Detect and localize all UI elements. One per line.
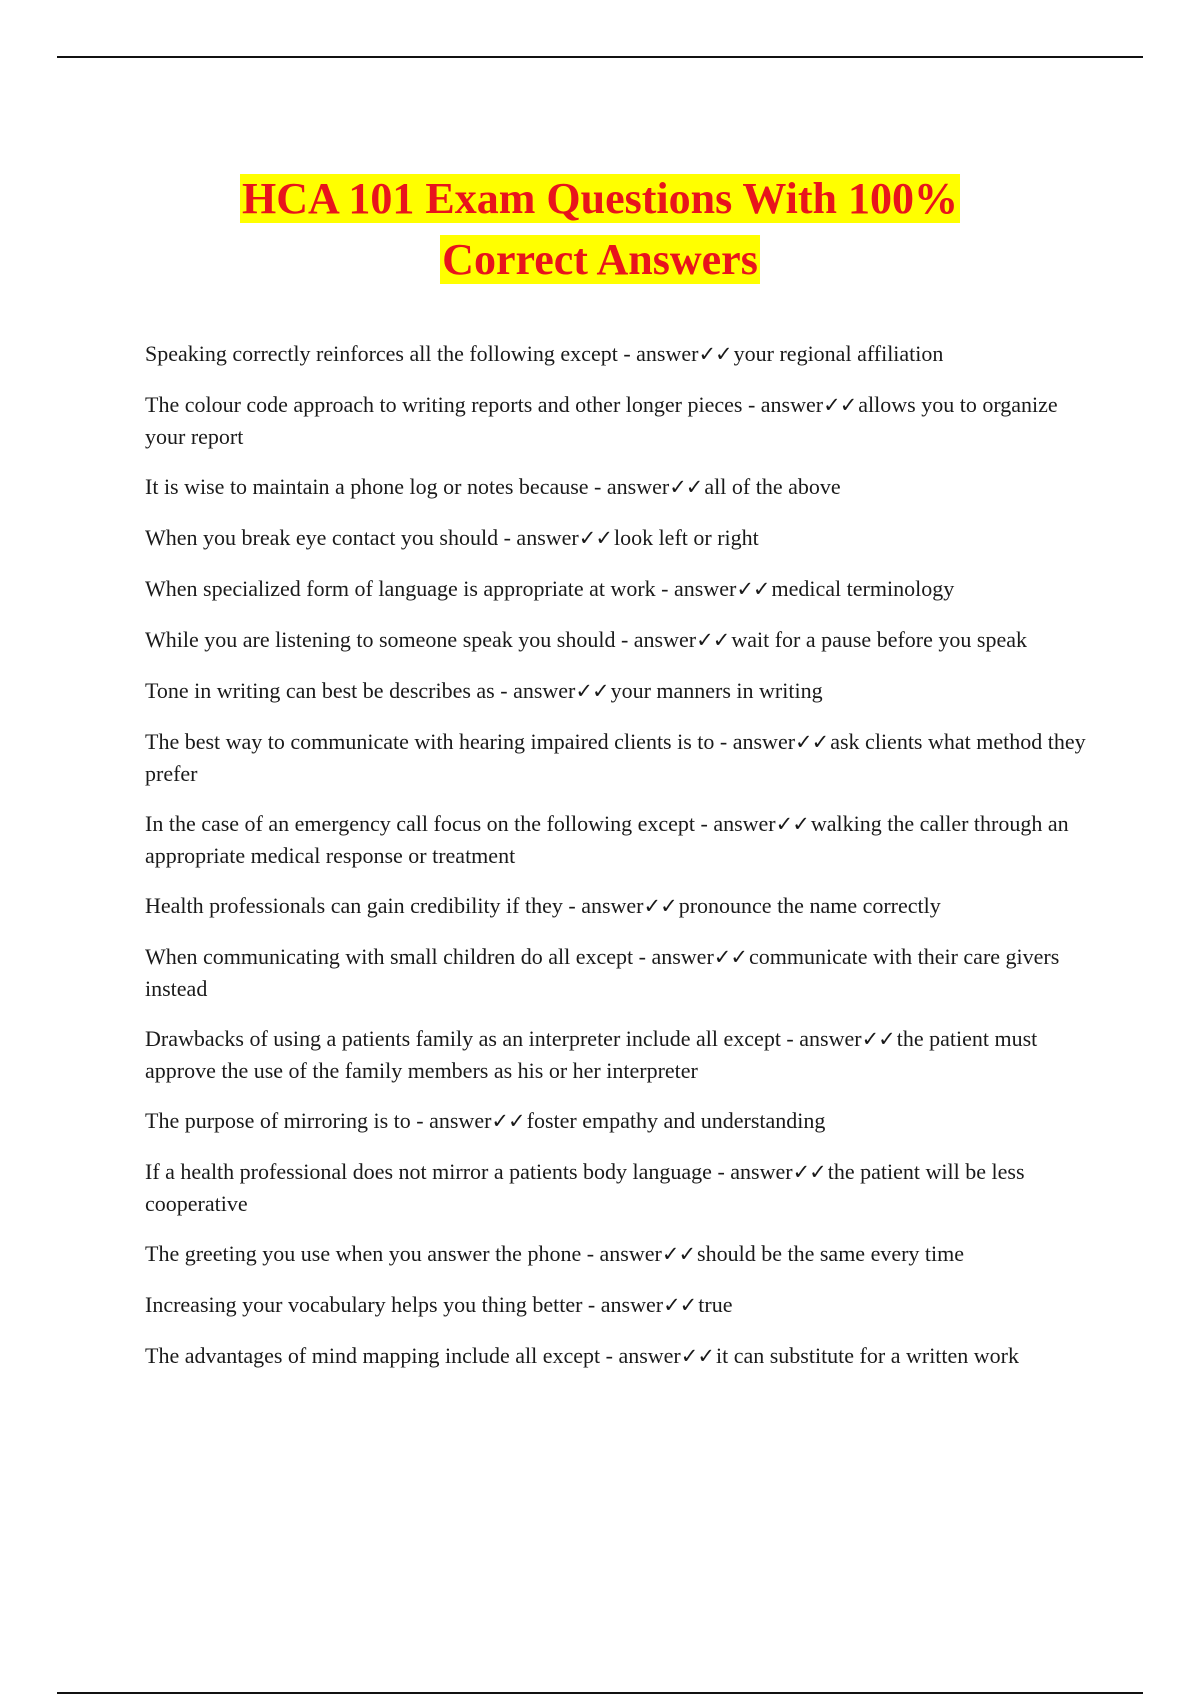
answer-text: the patient must approve the use of the family members as his or her interpreter xyxy=(145,1026,1038,1083)
question-text: When communicating with small children do all except - answer xyxy=(145,944,714,969)
double-check-icon: ✓✓ xyxy=(775,812,809,836)
question-text: If a health professional does not mirror a patients body language - answer xyxy=(145,1159,793,1184)
double-check-icon: ✓✓ xyxy=(669,475,703,499)
question-text: The colour code approach to writing reports and other longer pieces - answer xyxy=(145,392,824,417)
qa-item xyxy=(145,522,1095,554)
question-text: The purpose of mirroring is to - answer xyxy=(145,1108,492,1133)
qa-item xyxy=(145,808,1095,871)
question-text: The greeting you use when you answer the phone - answer xyxy=(145,1241,662,1266)
double-check-icon: ✓✓ xyxy=(792,1160,826,1184)
qa-item xyxy=(145,624,1095,656)
double-check-icon: ✓✓ xyxy=(680,1344,714,1368)
question-text: Increasing your vocabulary helps you thing better - answer xyxy=(145,1292,664,1317)
answer-text: look left or right xyxy=(613,525,759,550)
answer-text: wait for a pause before you speak xyxy=(731,627,1027,652)
qa-item xyxy=(145,1238,1095,1270)
qa-item xyxy=(145,890,1095,922)
question-text: The advantages of mind mapping include all except - answer xyxy=(145,1343,681,1368)
title-line-1: HCA 101 Exam Questions With 100% xyxy=(242,174,958,223)
question-text: While you are listening to someone speak you should - answer xyxy=(145,627,697,652)
qa-item xyxy=(145,338,1095,370)
answer-text: should be the same every time xyxy=(697,1241,965,1266)
qa-item xyxy=(145,573,1095,605)
question-text: The best way to communicate with hearing impaired clients is to - answer xyxy=(145,729,796,754)
answer-text: foster empathy and understanding xyxy=(526,1108,826,1133)
double-check-icon: ✓✓ xyxy=(491,1109,525,1133)
answer-text: ask clients what method they prefer xyxy=(145,729,1086,786)
answer-text: all of the above xyxy=(704,474,841,499)
qa-item xyxy=(145,1023,1095,1086)
qa-item xyxy=(145,389,1095,452)
double-check-icon: ✓✓ xyxy=(795,730,829,754)
answer-text: your manners in writing xyxy=(610,678,823,703)
answer-text: the patient will be less cooperative xyxy=(145,1159,1025,1216)
answer-text: medical terminology xyxy=(771,576,955,601)
question-answer-list xyxy=(145,338,1095,1391)
qa-item xyxy=(145,1289,1095,1321)
title-line-2: Correct Answers xyxy=(442,235,758,284)
answer-text: it can substitute for a written work xyxy=(715,1343,1020,1368)
answer-text: communicate with their care givers instead xyxy=(145,944,1060,1001)
qa-item xyxy=(145,1156,1095,1219)
double-check-icon: ✓✓ xyxy=(575,679,609,703)
qa-item xyxy=(145,1105,1095,1137)
double-check-icon: ✓✓ xyxy=(713,945,747,969)
double-check-icon: ✓✓ xyxy=(861,1027,895,1051)
question-text: Tone in writing can best be describes as - answer xyxy=(145,678,576,703)
qa-item xyxy=(145,941,1095,1004)
question-text: Speaking correctly reinforces all the following except - answer xyxy=(145,341,699,366)
answer-text: your regional affiliation xyxy=(733,341,944,366)
double-check-icon: ✓✓ xyxy=(661,1242,696,1266)
question-text: When specialized form of language is appropriate at work - answer xyxy=(145,576,737,601)
qa-item xyxy=(145,726,1095,789)
answer-text: pronounce the name correctly xyxy=(678,893,941,918)
answer-text: allows you to organize your report xyxy=(145,392,1058,449)
question-text: When you break eye contact you should - answer xyxy=(145,525,579,550)
double-check-icon: ✓✓ xyxy=(643,894,677,918)
double-check-icon: ✓✓ xyxy=(823,393,857,417)
double-check-icon: ✓✓ xyxy=(663,1293,697,1317)
double-check-icon: ✓✓ xyxy=(736,577,770,601)
double-check-icon: ✓✓ xyxy=(696,628,730,652)
qa-item xyxy=(145,471,1095,503)
answer-text: walking the caller through an appropriate medical response or treatment xyxy=(145,811,1069,868)
qa-item xyxy=(145,675,1095,707)
question-text: Drawbacks of using a patients family as an interpreter include all except - answer xyxy=(145,1026,862,1051)
double-check-icon: ✓✓ xyxy=(698,342,732,366)
top-rule xyxy=(57,56,1143,58)
double-check-icon: ✓✓ xyxy=(578,526,612,550)
question-text: In the case of an emergency call focus on the following except - answer xyxy=(145,811,776,836)
bottom-rule xyxy=(57,1692,1143,1694)
qa-item xyxy=(145,1340,1095,1372)
question-text: It is wise to maintain a phone log or notes because - answer xyxy=(145,474,670,499)
document-title xyxy=(60,168,1140,290)
answer-text: true xyxy=(698,1292,733,1317)
question-text: Health professionals can gain credibility if they - answer xyxy=(145,893,644,918)
